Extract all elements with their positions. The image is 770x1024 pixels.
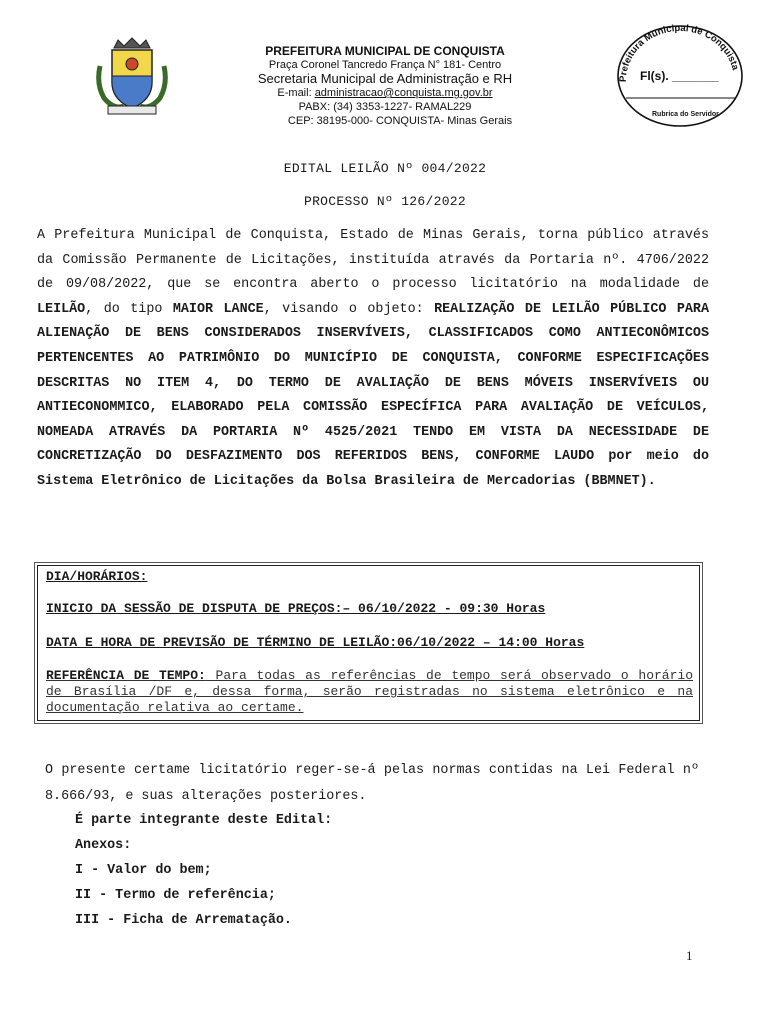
intro-object: REALIZAÇÃO DE LEILÃO PÚBLICO PARA ALIENAÇÃO DE BENS CONSIDERADOS INSERVÍVEIS, CLASSIFICADOS COMO ANTIECONÔMICOS PERTENCENTES AO PATRIMÔNIO DO MUNICÍPIO DE CONQUISTA, CONFORME ESPECIFICAÇÕES DESCRITAS NO ITEM 4, DO TERMO DE AVALIAÇÃO DE BENS MÓVEIS INSERVÍVEIS OU ANTIECONOMMICO, ELABORADO PELA COMISSÃO ESPECÍFICA PARA AVALIAÇÃO DE VEÍCULOS, NOMEADA ATRAVÉS DA PORTARIA Nº 4525/2021 TENDO EM VISTA DA NECESSIDADE DE CONCRETIZAÇÃO DO DESFAZIMENTO DOS REFERIDOS BENS, CONFORME LAUDO por meio do Sistema Eletrônico de Licitações da Bolsa Brasileira de Mercadorias (BBMNET). xyxy=(37,301,709,489)
intro-paragraph xyxy=(37,224,709,495)
intro-text-3: , visando o objeto: xyxy=(263,301,435,317)
org-name: PREFEITURA MUNICIPAL DE CONQUISTA xyxy=(265,44,505,58)
annex-item: III - Ficha de Arrematação. xyxy=(75,913,292,928)
email-label: E-mail: xyxy=(277,87,315,99)
time-reference-text: Para todas as referências de tempo será observado o horário de Brasília /DF e, dessa forma, serão registradas no sistema eletrônico e na documentação relativa ao certame. xyxy=(46,668,693,715)
letterhead xyxy=(0,0,770,140)
schedule-heading: DIA/HORÁRIOS: xyxy=(46,569,148,584)
phone-line: PABX: (34) 3353-1227- RAMAL229 xyxy=(298,101,472,113)
org-address: Praça Coronel Tancredo França N° 181- Centro xyxy=(268,59,502,71)
intro-modality: LEILÃO xyxy=(37,301,86,317)
letterhead-text xyxy=(230,44,540,128)
schedule-box xyxy=(37,565,700,721)
intro-text-2: , do tipo xyxy=(85,301,173,317)
governing-law-paragraph: O presente certame licitatório reger-se-á pelas normas contidas na Lei Federal nº 8.666/93, e suas alterações posteriores. xyxy=(45,763,699,804)
cep-line: CEP: 38195-000- CONQUISTA- Minas Gerais xyxy=(287,115,513,127)
annex-label: Anexos: xyxy=(75,838,132,853)
municipal-coat-of-arms xyxy=(94,36,170,116)
time-reference-label: REFERÊNCIA DE TEMPO: xyxy=(46,668,206,683)
intro-type: MAIOR LANCE xyxy=(172,301,264,317)
time-reference xyxy=(46,668,693,716)
email-line xyxy=(230,86,540,100)
annex-item: II - Termo de referência; xyxy=(75,888,276,903)
stamp-fls: Fl(s). _______ xyxy=(640,69,719,83)
process-number: PROCESSO Nº 126/2022 xyxy=(303,194,467,209)
annex-intro: É parte integrante deste Edital: xyxy=(75,813,333,828)
department-name: Secretaria Municipal de Administração e RH xyxy=(257,71,513,86)
edital-title: EDITAL LEILÃO Nº 004/2022 xyxy=(283,161,487,176)
stamp-ring-text: Prefeitura Municipal de Conquista xyxy=(617,22,741,83)
page-number: 1 xyxy=(686,948,693,963)
intro-text-1: A Prefeitura Municipal de Conquista, Estado de Minas Gerais, torna público através da Comissão Permanente de Licitações, instituída através da Portaria nº. 4706/2022 de 09/08/2022, que se encontra aberto o processo licitatório na modalidade de xyxy=(37,228,709,293)
annex-list xyxy=(75,808,332,933)
session-start: INICIO DA SESSÃO DE DISPUTA DE PREÇOS:– 06/10/2022 - 09:30 Horas xyxy=(46,601,546,616)
session-end: DATA E HORA DE PREVISÃO DE TÉRMINO DE LEILÃO:06/10/2022 – 14:00 Horas xyxy=(46,635,585,650)
stamp-rubrica: Rubrica do Servidor xyxy=(652,111,719,118)
email-link[interactable]: administracao@conquista.mg.gov.br xyxy=(314,87,493,99)
annex-item: I - Valor do bem; xyxy=(75,863,212,878)
page-number-stamp xyxy=(612,18,748,130)
